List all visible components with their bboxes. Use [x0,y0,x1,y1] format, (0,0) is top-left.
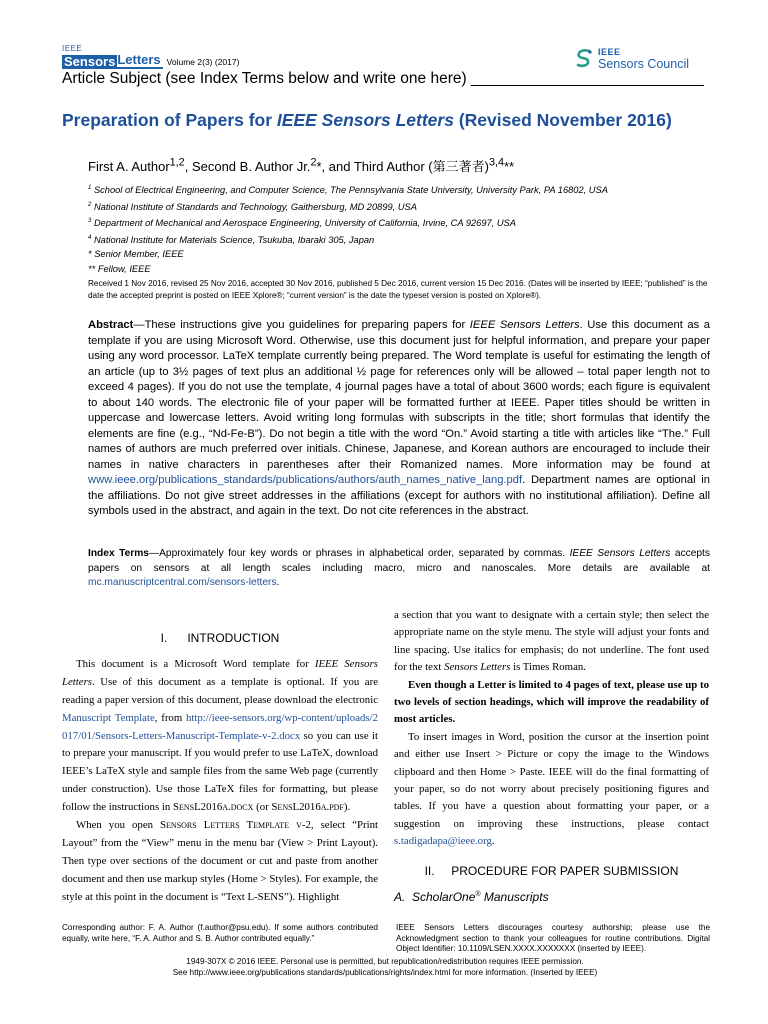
abstract-link[interactable]: www.ieee.org/publications_standards/publications/authors/auth_names_native_lang.pdf [88,474,523,486]
author-3-sup: 3,4 [488,156,504,169]
affiliation-item [88,214,608,231]
received-dates: Received 1 Nov 2016, revised 25 Nov 2016, accepted 30 Nov 2016, published 5 Dec 2016, current version 15 Dec 2016. (Dates will be inserted by IEEE; “published” is the date the accepted preprint is posted on IEEE Xplore®; “current version” is the date the typeset version is posted on Xplore®). [88,279,708,300]
right-paragraph-3 [394,729,709,851]
abstract-label: Abstract [88,319,134,331]
copyright-line-1: 1949-307X © 2016 IEEE. Personal use is permitted, but republication/redistribution requires IEEE permission. [186,957,584,966]
template-url-link[interactable]: http://ieee-sensors.org/wp-content/uploads/2017/01/Sensors-Letters-Manuscript-Template-v-2.docx [62,711,378,742]
affiliation-item [88,247,608,262]
section-heading-procedure: II. PROCEDURE FOR PAPER SUBMISSION [424,863,679,878]
abstract-text-1: These instructions give you guidelines for preparing papers for [144,319,470,331]
body-left-column [62,630,378,907]
affiliation-item [88,181,608,198]
author-2: , Second B. Author Jr. [184,159,311,174]
subsection-heading-scholarone [394,886,709,906]
intro-text: ). [343,801,351,814]
volume-label: Volume 2(3) (2017) [166,57,240,67]
sensors-council-swirl-icon [574,48,594,68]
logo-ieee-text: IEEE [62,44,83,53]
body-text: a section that you want to designate with a certain style; then select the appropriate name on the style menu. The style will adjust your fonts and line spacing. Use italics for emphasis; do not underline. The font used for the text [394,609,709,674]
sensors-letters-logo [62,44,239,69]
subheading-reg: ® [475,891,481,899]
subheading-text: A. ScholarOne [394,890,476,905]
affiliation-item [88,262,608,277]
intro-paragraph-2 [62,817,378,907]
author-3: *, and Third Author (第三著者) [316,159,489,174]
intro-text: . Use of this document as a template is optional. If you are reading a paper version of this document, please download the electronic [62,675,378,706]
logo-brand [62,53,239,69]
contact-email-link[interactable]: s.tadigadapa@ieee.org [394,835,492,848]
sensors-council-logo [574,46,689,70]
paper-title [62,110,672,131]
title-suffix: (Revised November 2016) [453,110,672,130]
affiliation-text: ** Fellow, IEEE [88,263,151,274]
index-terms-text-1: Approximately four key words or phrases in alphabetical order, separated by commas. [159,548,570,559]
author-1-sup: 1,2 [169,156,185,169]
intro-text: so you can use it to prepare your manuscript. If you would prefer to use LaTeX, download IEEE’s LaTeX style and sample files from the same Web page (currently under construction). Use those LaTeX files for formatting, but please follow the instructions in [62,729,378,814]
council-ieee-text: IEEE [598,47,621,57]
abstract-journal: IEEE Sensors Letters [469,319,580,331]
index-terms [88,547,710,591]
article-subject-line: Article Subject (see Index Terms below and write one here) ___________________________ [62,70,704,87]
affiliations [88,181,608,276]
abstract-text-3: . Department names are optional in the affiliations. Do not give street addresses in the affiliations (except for authors with no institutional affiliation). Define all symbols used in the abstract, and again in the text. Do not cite references in the abstract. [88,474,710,517]
logo-sensors-text: Sensors [64,54,116,69]
affiliation-item [88,198,608,215]
authorship-note: IEEE Sensors Letters discourages courtesy authorship; please use the Acknowledgment section to thank your colleagues for routine contributions. Digital Object Identifier: 10.1109/LSEN.XXXX.XXXXXXX (inserted by IEEE). [396,923,710,953]
index-terms-label: Index Terms [88,548,149,559]
intro-text: This document is a Microsoft Word template for [76,657,315,670]
right-paragraph-2 [394,677,709,729]
affiliation-text: * Senior Member, IEEE [88,249,184,260]
body-bold-text: Even though a Letter is limited to 4 pages of text, please use up to two levels of section headings, which will improve the readability of most articles. [394,678,709,726]
abstract-dash: — [133,319,145,331]
author-3-mark: ** [504,159,515,174]
intro-journal: IEEE Sensors Letters [62,657,378,688]
index-terms-text-3: . [276,577,280,588]
author-list [88,156,514,175]
intro-text: , from [154,711,186,724]
author-1: First A. Author [88,159,170,174]
section-heading-introduction: I. INTRODUCTION [160,631,280,645]
corresponding-author-note: Corresponding author: F. A. Author (f.author@psu.edu). If some authors contributed equally, write here, “F. A. Author and S. B. Author contributed equally.” [62,923,378,943]
intro-text: , select “Print Layout” from the “View” menu in the menu bar (View > Print Layout). Then type over sections of the document or cut and paste from another document and then use markup styles (Home > Styles). For example, the style at this point in the document is “Text L-SENS”). Highlight [62,819,378,903]
manuscript-template-link[interactable]: Manuscript Template [62,711,155,724]
index-terms-dash: — [148,548,160,559]
intro-filename: SensL2016a.docx [172,801,254,814]
affiliation-sup: 2 [88,201,92,208]
intro-text: (or [253,801,272,814]
body-text: . [491,835,495,848]
affiliation-text: National Institute for Materials Science, Tsukuba, Ibaraki 305, Japan [93,234,375,245]
intro-filename: SensL2016a.pdf [271,801,344,814]
index-terms-text-2: accepts papers on sensors at all length scales including macro, micro and nanoscales. More details are available at [88,548,710,574]
intro-text: When you open [76,819,161,832]
affiliation-text: Department of Mechanical and Aerospace Engineering, University of California, Irvine, CA 92697, USA [93,218,516,229]
title-journal: IEEE Sensors Letters [276,110,454,130]
index-terms-link[interactable]: mc.manuscriptcentral.com/sensors-letters [88,577,277,588]
body-journal: Sensors Letters [444,661,511,674]
intro-template-name: Sensors Letters Template v-2 [160,819,311,832]
abstract-text-2: . Use this document as a template if you are using Microsoft Word. Otherwise, use this document just for helpful information, and prepare your paper using any word processor. LaTeX template currently being prepared. The Word template is useful for estimating the length of an article (up to 3½ pages of text plus an additional ½ page for references only will be allowed – total paper length not to exceed 4 pages). If you do not use the template, 4 journal pages have a total of about 3600 words; each figure is equivalent to about 140 words. The electronic file of your paper will be formatted further at IEEE. Paper titles should be written in uppercase and lowercase letters. Avoid writing long formulas with subscripts in the title; short formulas that identify the elements are fine (e.g., “Nd-Fe-B”). Do not begin a title with the word “On.” Avoid starting a title with articles like “The.” Full names of authors are much preferred over initials. Chinese, Japanese, and Korean authors are encouraged to include their names in native characters in parentheses after their Romanized names. More information may be found at [88,319,710,471]
right-paragraph-1 [394,607,709,677]
council-name-text: Sensors Council [598,57,690,71]
intro-paragraph-1 [62,656,378,817]
author-2-sup: 2 [310,156,317,169]
body-text: is Times Roman. [510,661,586,674]
affiliation-sup: 3 [88,218,92,225]
body-text: To insert images in Word, position the cursor at the insertion point and either use Insert > Picture or copy the image to the Windows clipboard and then Home > Paste. IEEE will do the final formatting of your paper, so do not worry about precisely positioning figures and tables. If you have a question about formatting your paper, or a suggestion on improving these instructions, please contact [394,730,709,830]
copyright-line-2: See http://www.ieee.org/publications standards/publications/rights/index.html for more information. (Inserted by IEEE) [172,967,598,977]
logo-letters-text: Letters [117,52,161,67]
affiliation-text: National Institute of Standards and Technology, Gaithersburg, MD 20899, USA [93,201,417,212]
affiliation-item [88,231,608,248]
affiliation-sup: 4 [88,234,92,241]
affiliation-sup: 1 [88,185,92,191]
copyright-notice [62,957,708,978]
index-terms-journal: IEEE Sensors Letters [569,548,671,559]
title-prefix: Preparation of Papers for [62,110,277,130]
body-right-column [394,607,709,907]
subheading-text: Manuscripts [480,890,549,905]
abstract [88,318,710,520]
affiliation-text: School of Electrical Engineering, and Computer Science, The Pennsylvania State University, University Park, PA 16802, USA [93,185,608,196]
